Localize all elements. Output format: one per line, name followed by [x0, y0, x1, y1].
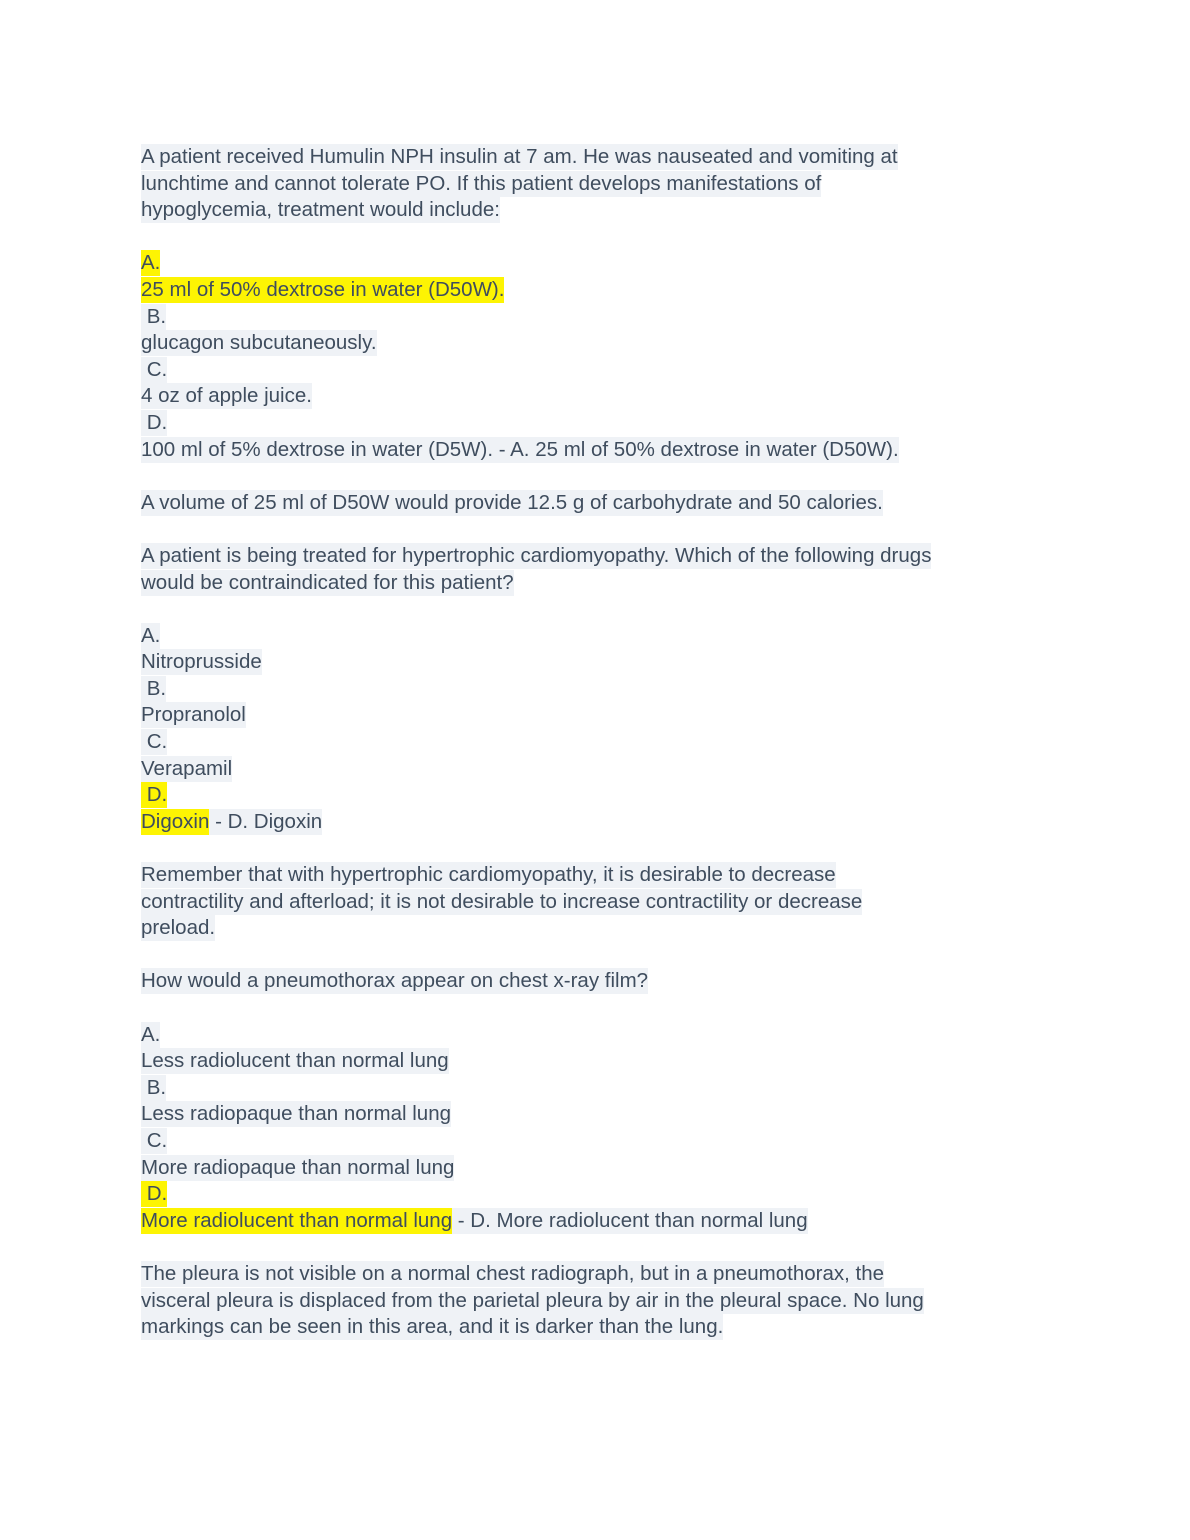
text-segment: 100 ml of 5% dextrose in water (D5W). - A. 25 ml of 50% dextrose in water (D50W).: [141, 437, 899, 461]
text-segment: C.: [141, 357, 168, 381]
options-1-line: [141, 410, 1070, 437]
text-segment: contractility and afterload; it is not desirable to increase contractility or decrease: [141, 889, 863, 913]
options-1-line: [141, 277, 1070, 304]
options-3-line: [141, 1128, 1070, 1155]
options-3-line: [141, 1181, 1070, 1208]
rationale-2-line: [141, 915, 1070, 942]
options-3-line: [141, 1155, 1070, 1182]
options-1-line: [141, 304, 1070, 331]
highlighted-answer-text: A.: [141, 251, 161, 275]
options-1-line: [141, 437, 1070, 464]
blank-line: [141, 516, 1070, 543]
question-1-line: [141, 144, 1070, 171]
text-segment: Remember that with hypertrophic cardiomyopathy, it is desirable to decrease: [141, 863, 836, 887]
question-1-line: [141, 197, 1070, 224]
options-2-line: [141, 782, 1070, 809]
blank-line: [141, 1234, 1070, 1261]
options-3-line: [141, 1048, 1070, 1075]
options-2-line: [141, 649, 1070, 676]
highlighted-answer-text: More radiolucent than normal lung: [141, 1208, 453, 1232]
rationale-2-line: [141, 889, 1070, 916]
rationale-3-line: [141, 1288, 1070, 1315]
text-segment: B.: [141, 304, 167, 328]
question-3-line: [141, 968, 1070, 995]
blank-line: [141, 995, 1070, 1022]
highlighted-answer-text: 25 ml of 50% dextrose in water (D50W).: [141, 277, 505, 301]
text-segment: markings can be seen in this area, and it is darker than the lung.: [141, 1315, 724, 1339]
text-segment: glucagon subcutaneously.: [141, 331, 377, 355]
blank-line: [141, 224, 1070, 251]
options-3-line: [141, 1101, 1070, 1128]
options-3-line: [141, 1022, 1070, 1049]
blank-line: [141, 596, 1070, 623]
options-1-line: [141, 330, 1070, 357]
text-segment: A.: [141, 1022, 161, 1046]
text-segment: A patient received Humulin NPH insulin at 7 am. He was nauseated and vomiting at: [141, 145, 898, 168]
text-segment: - D. Digoxin: [209, 809, 323, 833]
question-1-line: [141, 171, 1070, 198]
options-3-line: [141, 1075, 1070, 1102]
rationale-1-line: [141, 490, 1070, 517]
text-segment: hypoglycemia, treatment would include:: [141, 198, 500, 222]
text-segment: C.: [141, 730, 168, 754]
text-segment: preload.: [141, 916, 216, 940]
text-segment: lunchtime and cannot tolerate PO. If this patient develops manifestations of: [141, 171, 822, 195]
rationale-3-line: [141, 1314, 1070, 1341]
options-2-line: [141, 756, 1070, 783]
text-segment: 4 oz of apple juice.: [141, 384, 312, 408]
options-1-line: [141, 383, 1070, 410]
text-segment: B.: [141, 1075, 167, 1099]
text-segment: Less radiopaque than normal lung: [141, 1102, 451, 1126]
highlighted-answer-text: Digoxin: [141, 809, 210, 833]
options-1-line: [141, 250, 1070, 277]
text-segment: B.: [141, 676, 167, 700]
text-segment: A volume of 25 ml of D50W would provide 12.5 g of carbohydrate and 50 calories.: [141, 490, 883, 514]
blank-line: [141, 835, 1070, 862]
question-2-line: [141, 543, 1070, 570]
blank-line: [141, 942, 1070, 969]
text-segment: visceral pleura is displaced from the parietal pleura by air in the pleural space. No lung: [141, 1288, 924, 1312]
text-segment: Less radiolucent than normal lung: [141, 1049, 449, 1073]
text-segment: More radiopaque than normal lung: [141, 1155, 455, 1179]
text-segment: Propranolol: [141, 703, 246, 727]
question-2-line: [141, 570, 1070, 597]
options-2-line: [141, 623, 1070, 650]
text-segment: C.: [141, 1128, 168, 1152]
text-segment: D.: [141, 410, 168, 434]
text-segment: - D. More radiolucent than normal lung: [452, 1208, 808, 1232]
text-segment: A.: [141, 623, 161, 647]
text-segment: Nitroprusside: [141, 650, 262, 674]
text-segment: The pleura is not visible on a normal chest radiograph, but in a pneumothorax, the: [141, 1261, 884, 1285]
blank-line: [141, 463, 1070, 490]
text-segment: Verapamil: [141, 756, 233, 780]
rationale-3-line: [141, 1261, 1070, 1288]
text-segment: A patient is being treated for hypertrophic cardiomyopathy. Which of the following drugs: [141, 543, 932, 567]
options-2-line: [141, 729, 1070, 756]
rationale-2-line: [141, 862, 1070, 889]
options-3-line: [141, 1208, 1070, 1235]
text-segment: would be contraindicated for this patient?: [141, 570, 514, 594]
text-segment: How would a pneumothorax appear on chest x-ray film?: [141, 969, 649, 993]
highlighted-answer-text: D.: [141, 1182, 168, 1206]
options-1-line: [141, 357, 1070, 384]
options-2-line: [141, 676, 1070, 703]
options-2-line: [141, 702, 1070, 729]
options-2-line: [141, 809, 1070, 836]
highlighted-answer-text: D.: [141, 783, 168, 807]
